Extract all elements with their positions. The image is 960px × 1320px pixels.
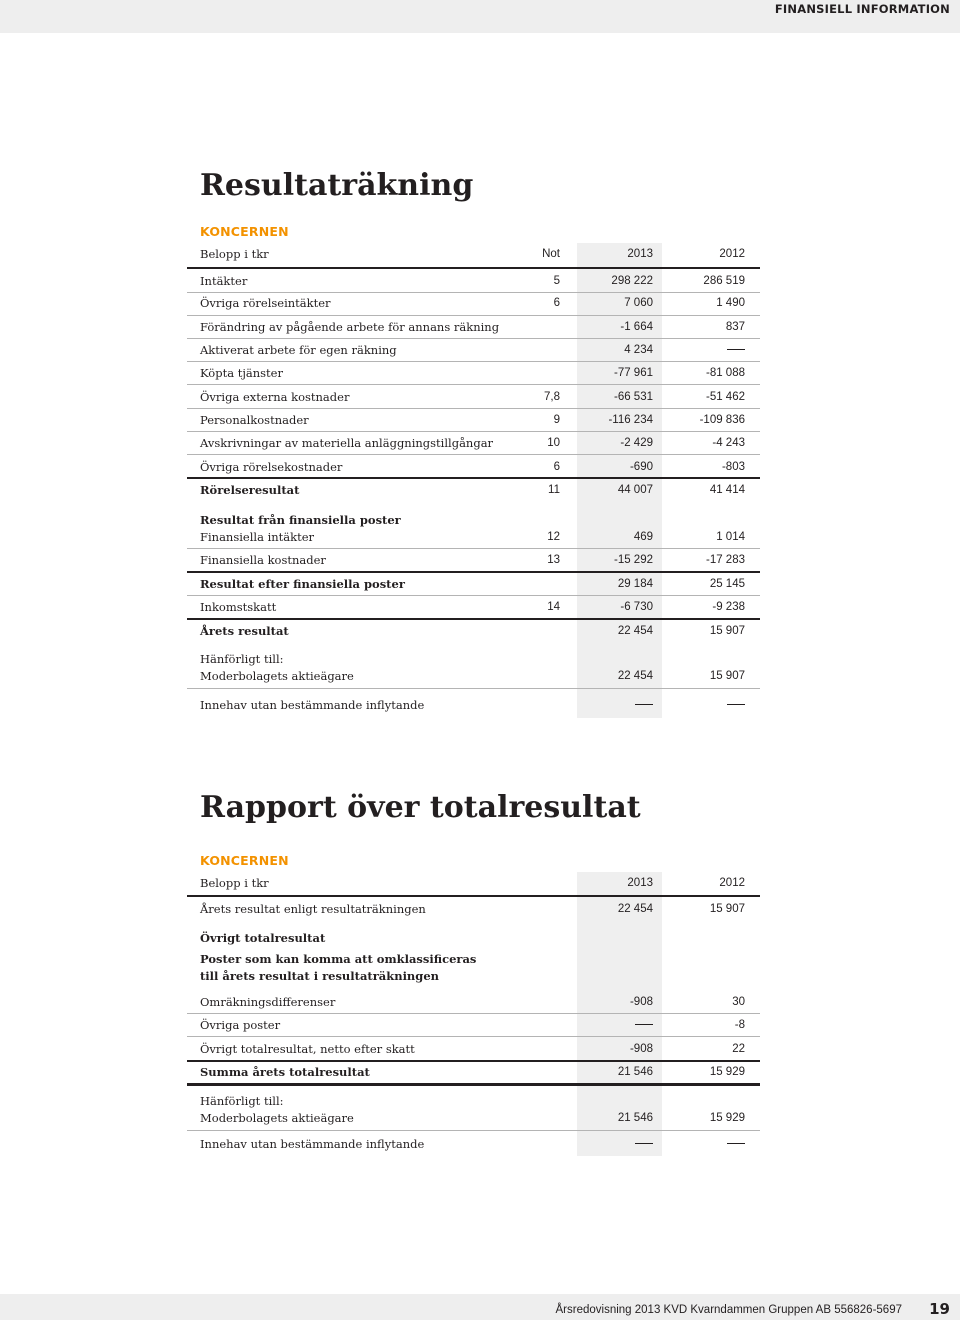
row-note: 14 [547,601,560,613]
row-value-2013: -908 [629,996,653,1008]
row-value-2013: 29 184 [617,578,653,590]
row-label: Hänförligt till: [200,1094,284,1108]
header-divider [187,267,760,269]
row-label: Övriga poster [200,1018,281,1032]
dash-mark [727,704,745,705]
row-label: Summa årets totalresultat [200,1065,370,1079]
row-divider [187,1130,760,1131]
row-value-2013: 21 546 [617,1066,653,1078]
row-label: Innehav utan bestämmande inflytande [200,1137,425,1151]
header-bar [0,0,960,33]
row-label: till årets resultat i resultaträkningen [200,969,440,983]
row-label: Avskrivningar av materiella anläggningstillgångar [200,436,494,450]
table-row [187,292,760,315]
row-label: Finansiella kostnader [200,553,326,567]
total-row [187,620,760,643]
row-value-2013: 21 546 [617,1112,653,1124]
row-note: 6 [553,297,560,309]
row-value-2013: -1 664 [620,321,653,333]
row-divider [187,384,760,385]
row-note: 10 [547,437,560,449]
table-row [187,1038,760,1061]
row-label: Årets resultat enligt resultaträkningen [200,902,426,916]
table-row [187,526,760,549]
row-label: Övrigt totalresultat, netto efter skatt [200,1042,415,1056]
row-label: Övrigt totalresultat [200,931,326,945]
row-value-2013: -15 292 [613,554,653,566]
row-value-2012: 1 014 [716,531,745,543]
column-header-note: Not [542,248,560,260]
row-value-2012: -81 088 [705,367,745,379]
row-value-2013: -690 [629,461,653,473]
row-note: 5 [553,275,560,287]
table-row [187,1107,760,1130]
table-row [187,409,760,432]
dash-mark [635,704,653,705]
row-value-2012: 30 [732,996,745,1008]
dash-mark [727,1143,745,1144]
subtotal-row [187,479,760,502]
row-value-2013: 22 454 [617,903,653,915]
section-header-title: FINANSIELL INFORMATION [774,2,950,16]
row-divider [187,688,760,689]
row-label: Poster som kan komma att omklassificeras [200,952,477,966]
section-heading-row [187,965,760,988]
row-label: Moderbolagets aktieägare [200,669,354,683]
row-value-2013: 469 [633,531,653,543]
row-value-2012: 837 [725,321,745,333]
row-value-2012: 15 907 [709,670,745,682]
row-value-2013: 4 234 [624,344,653,356]
total-underline [187,1083,760,1086]
row-label: Aktiverat arbete för egen räkning [200,343,397,357]
row-label: Årets resultat [200,624,289,638]
subtotal-row [187,573,760,596]
row-value-2012: 41 414 [709,484,745,496]
row-value-2012: -9 238 [712,601,745,613]
row-value-2012: 22 [732,1043,745,1055]
row-value-2013: -6 730 [620,601,653,613]
row-label: Personalkostnader [200,413,309,427]
table-row [187,694,760,717]
column-header-2012: 2012 [719,248,745,260]
table-row [187,1133,760,1156]
column-header-2013: 2013 [627,877,653,889]
row-label: Omräkningsdifferenser [200,995,336,1009]
income-statement-subtitle: KONCERNEN [200,224,289,239]
row-value-2013 [635,1014,653,1037]
row-value-2012: 25 145 [709,578,745,590]
row-value-2012: -109 836 [699,414,745,426]
row-label: Moderbolagets aktieägare [200,1111,354,1125]
row-note: 6 [553,461,560,473]
row-label: Rörelseresultat [200,483,300,497]
dash-mark [635,1024,653,1025]
row-label: Innehav utan bestämmande inflytande [200,698,425,712]
row-value-2012: 15 907 [709,903,745,915]
row-note: 12 [547,531,560,543]
row-value-2013 [635,694,653,717]
row-value-2012: -803 [721,461,745,473]
row-divider [187,454,760,455]
table-row [187,549,760,572]
row-label: Resultat efter finansiella poster [200,577,405,591]
row-note: 9 [553,414,560,426]
row-note: 13 [547,554,560,566]
row-value-2012: 15 929 [709,1112,745,1124]
total-row [187,1061,760,1084]
row-label: Övriga rörelseintäkter [200,296,331,310]
row-value-2012: -51 462 [705,391,745,403]
dash-mark [635,1143,653,1144]
column-header-label: Belopp i tkr [200,247,269,261]
dash-mark [727,349,745,350]
row-label: Inkomstskatt [200,600,277,614]
comprehensive-income-subtitle: KONCERNEN [200,853,289,868]
row-value-2013: 44 007 [617,484,653,496]
table-row [187,1014,760,1037]
row-label: Förändring av pågående arbete för annans räkning [200,320,500,334]
row-note: 11 [548,484,560,496]
row-value-2013: -2 429 [620,437,653,449]
row-value-2012: 286 519 [703,275,745,287]
column-header-2012: 2012 [719,877,745,889]
section-heading-row [187,927,760,950]
row-value-2013 [635,1133,653,1156]
column-header-row [187,243,760,266]
row-value-2013: 7 060 [624,297,653,309]
column-header-2013: 2013 [627,248,653,260]
table-row [187,456,760,479]
column-header-label: Belopp i tkr [200,876,269,890]
table-row [187,898,760,921]
row-label: Övriga rörelsekostnader [200,460,343,474]
row-value-2013: 298 222 [611,275,653,287]
row-value-2012: 15 929 [709,1066,745,1078]
table-row [187,386,760,409]
row-value-2012: 15 907 [709,625,745,637]
column-header-row [187,872,760,895]
row-value-2013: 22 454 [617,670,653,682]
row-value-2012: -4 243 [712,437,745,449]
row-value-2012: 1 490 [716,297,745,309]
row-value-2012: -8 [734,1019,745,1031]
row-divider [187,1036,760,1037]
row-value-2012: -17 283 [705,554,745,566]
row-note: 7,8 [544,391,560,403]
table-row [187,432,760,455]
row-label: Resultat från finansiella poster [200,513,401,527]
table-row [187,316,760,339]
row-value-2013: 22 454 [617,625,653,637]
row-value-2012 [727,1133,745,1156]
table-row [187,339,760,362]
page-number: 19 [929,1300,950,1318]
row-value-2012 [727,694,745,717]
comprehensive-income-title: Rapport över totalresultat [200,790,641,825]
table-row [187,596,760,619]
row-value-2013: -66 531 [613,391,653,403]
row-value-2013: -77 961 [613,367,653,379]
header-divider [187,895,760,897]
table-row [187,270,760,293]
row-label: Intäkter [200,274,248,288]
table-row [187,991,760,1014]
row-value-2013: -908 [629,1043,653,1055]
row-label: Hänförligt till: [200,652,284,666]
row-label: Övriga externa kostnader [200,390,350,404]
row-value-2012 [727,339,745,362]
table-row [187,362,760,385]
table-row [187,665,760,688]
footer-text: Årsredovisning 2013 KVD Kvarndammen Gruppen AB 556826-5697 [555,1304,902,1316]
row-label: Finansiella intäkter [200,530,315,544]
income-statement-title: Resultaträkning [200,168,474,203]
row-value-2013: -116 234 [608,414,653,426]
row-label: Köpta tjänster [200,366,283,380]
